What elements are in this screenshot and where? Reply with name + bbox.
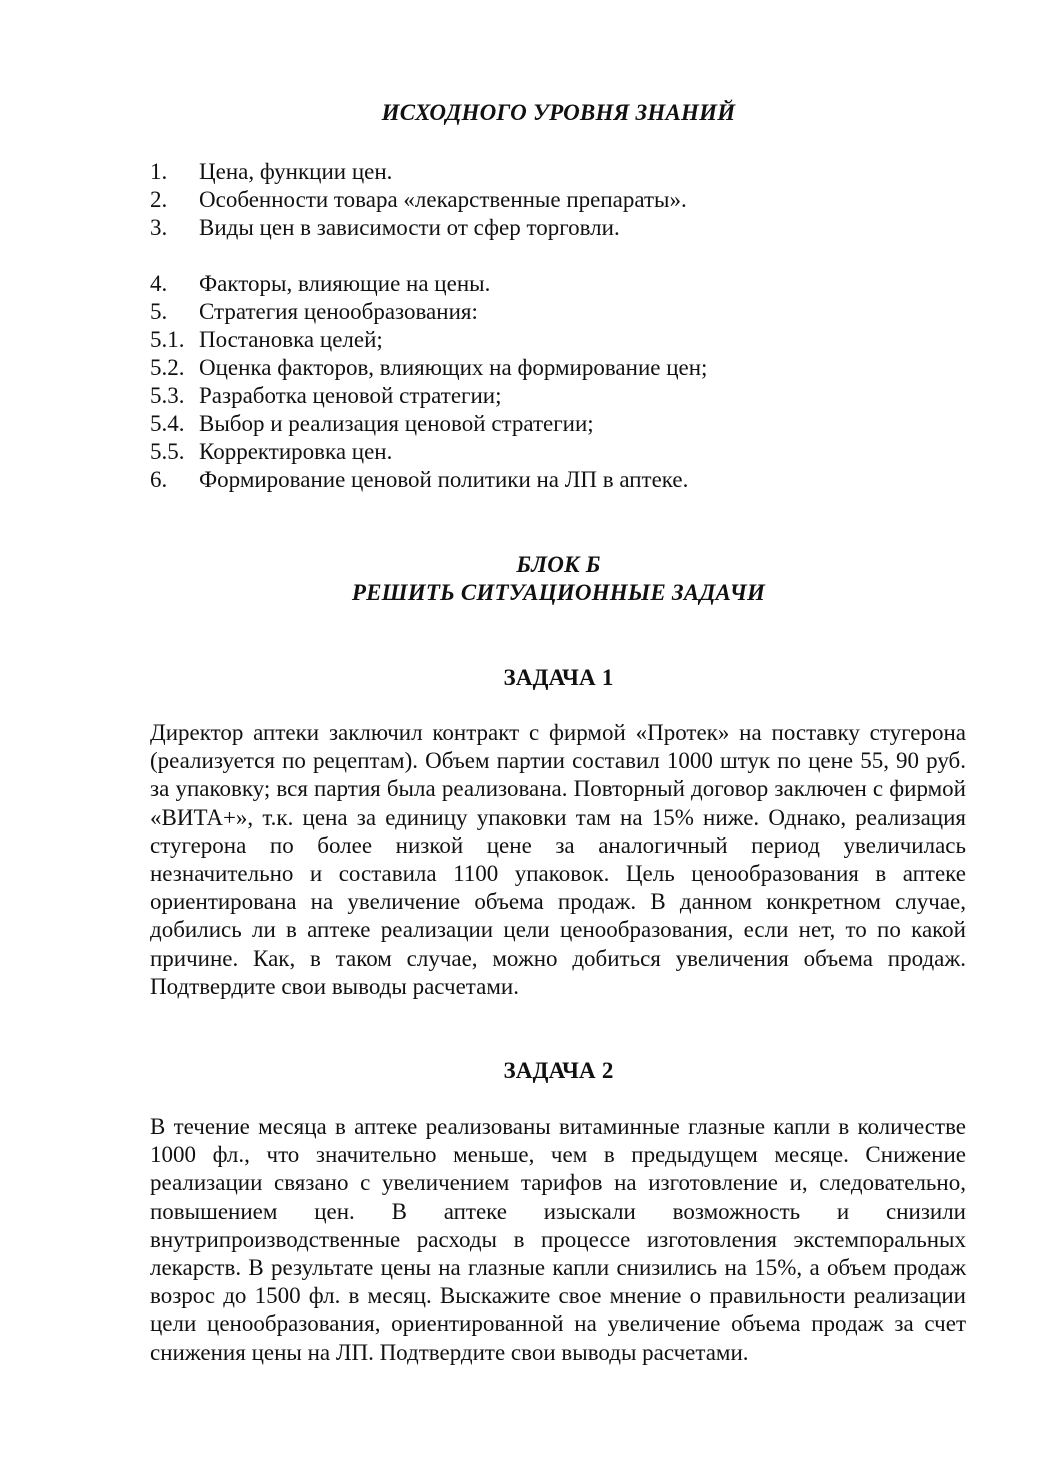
list-item-text: Корректировка цен. — [199, 439, 393, 464]
list-item-text: Выбор и реализация ценовой стратегии; — [199, 411, 594, 436]
task-1-text: Директор аптеки заключил контракт с фирмой «Протек» на поставку стугерона (реализуется по рецептам). Объем партии составил 1000 штук по цене 55, 90 руб. за упаковку; вся партия была реализована. Повторный договор заключен с фирмой «ВИТА+», т.к. цена за единицу упаковки там на 15% ниже. Однако, реализация стугерона по более низкой цене за аналогичный период увеличилась незначительно и составила 1100 упаковок. Цель ценообразования в аптеке ориентирована на увеличение объема продаж. В данном конкретном случае, добились ли в аптеке реализации цели ценообразования, если нет, то по какой причине. Как, в таком случае, можно добиться увеличения объема продаж. Подтвердите свои выводы расчетами. — [150, 720, 966, 999]
list-item-text: Разработка ценовой стратегии; — [199, 383, 502, 408]
list-item-number: 5.1. — [150, 327, 185, 352]
list-item-text: Оценка факторов, влияющих на формирование цен; — [199, 355, 708, 380]
list-item-number: 1. — [150, 159, 168, 184]
list-item-text: Цена, функции цен. — [199, 159, 393, 184]
block-subtitle: РЕШИТЬ СИТУАЦИОННЫЕ ЗАДАЧИ — [351, 580, 766, 605]
list-item-text: Стратегия ценообразования: — [199, 299, 478, 324]
list-item-number: 5.2. — [150, 355, 185, 380]
list-item-text: Факторы, влияющие на цены. — [199, 271, 491, 296]
block-title: БЛОК Б — [516, 552, 601, 577]
list-item-text: Виды цен в зависимости от сфер торговли. — [199, 215, 620, 240]
list-item-number: 2. — [150, 187, 168, 212]
task-1-title: ЗАДАЧА 1 — [503, 665, 614, 690]
section-heading: ИСХОДНОГО УРОВНЯ ЗНАНИЙ — [381, 100, 736, 125]
task-2-title: ЗАДАЧА 2 — [503, 1058, 614, 1083]
task-2-text: В течение месяца в аптеке реализованы витаминные глазные капли в количестве 1000 фл., что значительно меньше, чем в предыдущем месяце. Снижение реализации связано с увеличением тарифов на изготовление и, следовательно, повышением цен. В аптеке изыскали возможность и снизили внутрипроизводственные расходы в процессе изготовления экстемпоральных лекарств. В результате цены на глазные капли снизились на 15%, а объем продаж возрос до 1500 фл. в месяц. Выскажите свое мнение о правильности реализации цели ценообразования, ориентированной на увеличение объема продаж за счет снижения цены на ЛП. Подтвердите свои выводы расчетами. — [150, 1114, 966, 1365]
list-item-text: Постановка целей; — [199, 327, 383, 352]
list-item-number: 5.5. — [150, 439, 185, 464]
list-item-text: Особенности товара «лекарственные препараты». — [199, 187, 687, 212]
list-item-number: 5. — [150, 299, 168, 324]
list-item-text: Формирование ценовой политики на ЛП в аптеке. — [199, 467, 689, 492]
list-item-number: 3. — [150, 215, 168, 240]
list-item-number: 6. — [150, 467, 168, 492]
list-item-number: 5.3. — [150, 383, 185, 408]
list-item-number: 5.4. — [150, 411, 185, 436]
list-item-number: 4. — [150, 271, 168, 296]
